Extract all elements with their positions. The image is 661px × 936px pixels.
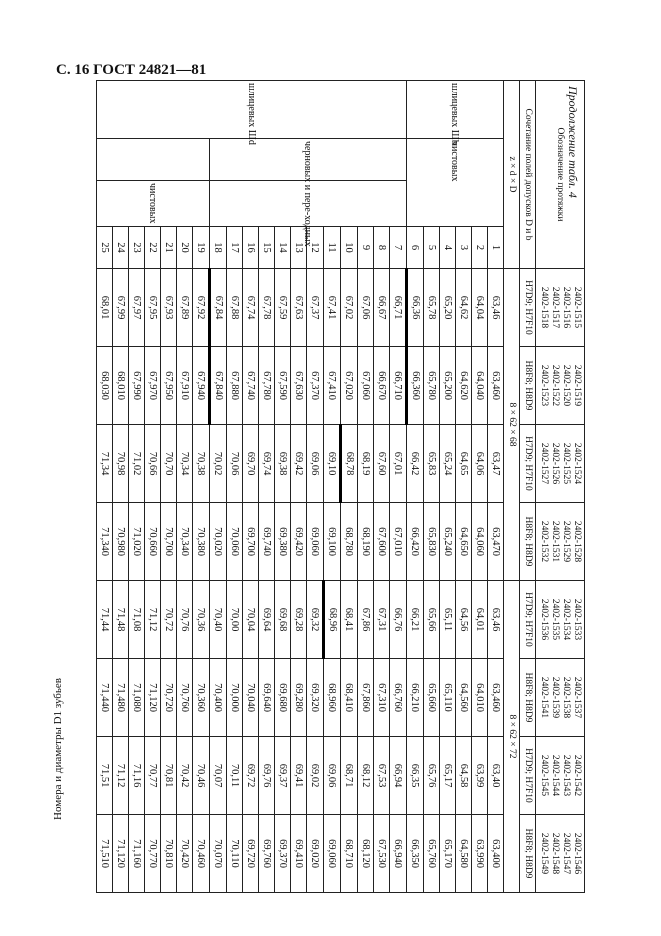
diameter-value: 69,020 xyxy=(307,815,324,893)
diameter-value: 67,97 xyxy=(129,269,145,347)
diameter-value: 67,310 xyxy=(374,659,390,737)
diameter-value: 71,020 xyxy=(129,503,145,581)
diameter-value: 64,060 xyxy=(472,503,488,581)
code-header xyxy=(536,737,585,815)
size-header: z × d × D xyxy=(504,81,520,269)
tooth-number: 22 xyxy=(145,227,161,269)
diameter-value: 69,370 xyxy=(275,815,291,893)
diameter-value: 67,02 xyxy=(341,269,358,347)
diameter-value: 66,36 xyxy=(407,269,424,347)
tooth-number: 8 xyxy=(374,227,390,269)
diameter-value: 71,51 xyxy=(97,737,113,815)
diameter-value: 69,060 xyxy=(324,815,341,893)
tooth-number: 14 xyxy=(275,227,291,269)
diameter-value: 67,84 xyxy=(210,269,227,347)
diameter-value: 67,60 xyxy=(374,425,390,503)
diameter-value: 70,38 xyxy=(193,425,210,503)
diameter-value: 71,16 xyxy=(129,737,145,815)
diameter-value: 70,020 xyxy=(210,503,227,581)
diameter-value: 69,380 xyxy=(275,503,291,581)
diameter-value: 67,740 xyxy=(243,347,259,425)
finishing-spacer xyxy=(97,139,210,181)
diameter-value: 67,860 xyxy=(358,659,374,737)
diameter-value: 70,460 xyxy=(193,815,210,893)
diameter-value: 70,07 xyxy=(210,737,227,815)
tooth-number: 21 xyxy=(161,227,177,269)
diameter-value: 67,92 xyxy=(193,269,210,347)
diameter-value: 70,340 xyxy=(177,503,193,581)
diameter-value: 70,400 xyxy=(210,659,227,737)
diameter-value: 68,030 xyxy=(97,347,113,425)
diameter-value: 67,060 xyxy=(358,347,374,425)
tool-code: 2402-1533 xyxy=(572,598,582,641)
diameter-value: 71,080 xyxy=(129,659,145,737)
diameter-value: 68,780 xyxy=(341,503,358,581)
code-header xyxy=(536,659,585,737)
tool-code: 2402-1529 xyxy=(561,520,571,563)
code-header xyxy=(536,503,585,581)
diameter-value: 67,990 xyxy=(129,347,145,425)
diameter-value: 68,71 xyxy=(341,737,358,815)
diameter-value: 65,660 xyxy=(424,659,440,737)
diameter-value: 68,410 xyxy=(341,659,358,737)
group-spline-b: шлицевых Шb xyxy=(407,81,504,139)
diameter-value: 69,720 xyxy=(243,815,259,893)
tooth-number: 4 xyxy=(440,227,456,269)
diameter-value: 65,83 xyxy=(424,425,440,503)
diameter-value: 65,24 xyxy=(440,425,456,503)
diameter-value: 66,710 xyxy=(390,347,407,425)
tolerance-header: H7D9; H7F10 xyxy=(520,581,536,659)
diameter-value: 66,350 xyxy=(407,815,424,893)
diameter-value: 69,100 xyxy=(324,503,341,581)
group-spline-d: шлицевых Шd xyxy=(97,81,407,139)
code-header xyxy=(536,269,585,347)
diameter-value: 69,700 xyxy=(243,503,259,581)
diameter-value: 67,53 xyxy=(374,737,390,815)
diameter-value: 71,34 xyxy=(97,425,113,503)
diameter-value: 68,12 xyxy=(358,737,374,815)
diameter-value: 65,76 xyxy=(424,737,440,815)
diameter-value: 70,46 xyxy=(193,737,210,815)
diameter-value: 63,99 xyxy=(472,737,488,815)
diameter-value: 67,780 xyxy=(259,347,275,425)
diameter-value: 70,42 xyxy=(177,737,193,815)
diameter-value: 71,12 xyxy=(113,737,129,815)
tool-code: 2402-1535 xyxy=(550,598,560,641)
diameter-value: 70,040 xyxy=(243,659,259,737)
diameter-value: 67,63 xyxy=(291,269,307,347)
tooth-number: 18 xyxy=(210,227,227,269)
tool-code: 2402-1546 xyxy=(572,832,582,875)
diameter-value: 70,77 xyxy=(145,737,161,815)
page-title: С. 16 ГОСТ 24821—81 xyxy=(56,62,207,78)
tolerance-header: H8F8; H8D9 xyxy=(520,347,536,425)
tool-code: 2402-1532 xyxy=(539,520,549,563)
diameter-value: 71,120 xyxy=(113,815,129,893)
diameter-value: 71,02 xyxy=(129,425,145,503)
diameter-value: 67,950 xyxy=(161,347,177,425)
diameter-value: 70,04 xyxy=(243,581,259,659)
diameter-value: 69,72 xyxy=(243,737,259,815)
finishing-label-b: чистовых xyxy=(407,139,504,227)
diameter-value: 64,04 xyxy=(472,269,488,347)
diameter-value: 68,190 xyxy=(358,503,374,581)
diameter-value: 71,08 xyxy=(129,581,145,659)
diameter-value: 65,200 xyxy=(440,347,456,425)
diameter-value: 68,710 xyxy=(341,815,358,893)
diameter-value: 66,670 xyxy=(374,347,390,425)
diameter-value: 70,720 xyxy=(161,659,177,737)
diameter-value: 63,46 xyxy=(488,581,504,659)
tool-code: 2402-1538 xyxy=(561,676,571,719)
diameter-value: 70,980 xyxy=(113,503,129,581)
diameter-value: 64,62 xyxy=(456,269,472,347)
diameter-value: 63,40 xyxy=(488,737,504,815)
diameter-value: 70,700 xyxy=(161,503,177,581)
diameter-value: 68,960 xyxy=(324,659,341,737)
diameter-value: 70,770 xyxy=(145,815,161,893)
diameter-value: 69,37 xyxy=(275,737,291,815)
table-row xyxy=(390,81,407,893)
diameter-value: 67,970 xyxy=(145,347,161,425)
diameter-value: 64,040 xyxy=(472,347,488,425)
diameter-value: 69,06 xyxy=(324,737,341,815)
tool-code: 2402-1528 xyxy=(572,520,582,563)
side-caption xyxy=(52,560,72,820)
code-header xyxy=(536,347,585,425)
diameter-value: 67,59 xyxy=(275,269,291,347)
tolerance-header: H7D9; H7F10 xyxy=(520,737,536,815)
tooth-number: 2 xyxy=(472,227,488,269)
diameter-value: 69,640 xyxy=(259,659,275,737)
designation-header: Обозначение протяжки xyxy=(536,81,585,269)
diameter-value: 64,620 xyxy=(456,347,472,425)
tolerance-header: H7D9; H7F10 xyxy=(520,269,536,347)
table-row xyxy=(193,81,210,893)
diameter-value: 67,93 xyxy=(161,269,177,347)
diameter-value: 69,38 xyxy=(275,425,291,503)
tooth-number: 17 xyxy=(227,227,243,269)
diameter-value: 67,020 xyxy=(341,347,358,425)
tooth-number: 10 xyxy=(341,227,358,269)
tooth-number: 20 xyxy=(177,227,193,269)
diameter-value: 65,780 xyxy=(424,347,440,425)
diameter-value: 70,98 xyxy=(113,425,129,503)
diameter-value: 67,78 xyxy=(259,269,275,347)
diameter-value: 69,68 xyxy=(275,581,291,659)
diameter-value: 65,11 xyxy=(440,581,456,659)
diameter-value: 65,17 xyxy=(440,737,456,815)
tool-code: 2402-1548 xyxy=(550,832,560,875)
diameter-value: 67,840 xyxy=(210,347,227,425)
diameter-value: 69,280 xyxy=(291,659,307,737)
diameter-value: 70,420 xyxy=(177,815,193,893)
diameter-value: 65,20 xyxy=(440,269,456,347)
diameter-value: 69,64 xyxy=(259,581,275,659)
diameter-value: 71,120 xyxy=(145,659,161,737)
diameter-value: 64,01 xyxy=(472,581,488,659)
diameter-value: 65,78 xyxy=(424,269,440,347)
diameter-value: 66,210 xyxy=(407,659,424,737)
diameter-value: 69,320 xyxy=(307,659,324,737)
diameter-value: 70,02 xyxy=(210,425,227,503)
tooth-number: 13 xyxy=(291,227,307,269)
tooth-number: 25 xyxy=(97,227,113,269)
diameter-value: 70,070 xyxy=(210,815,227,893)
diameter-value: 68,41 xyxy=(341,581,358,659)
tool-code: 2402-1534 xyxy=(561,598,571,641)
tool-code: 2402-1520 xyxy=(561,364,571,407)
tolerance-header: H8F8; H8D9 xyxy=(520,659,536,737)
size-b: 8 × 62 × 72 xyxy=(504,581,520,893)
diameter-value: 69,420 xyxy=(291,503,307,581)
diameter-value: 66,760 xyxy=(390,659,407,737)
diameter-value: 71,44 xyxy=(97,581,113,659)
diameter-value: 71,48 xyxy=(113,581,129,659)
diameter-value: 70,66 xyxy=(145,425,161,503)
tooth-number: 16 xyxy=(243,227,259,269)
tool-code: 2402-1547 xyxy=(561,832,571,875)
tool-code: 2402-1544 xyxy=(550,754,560,797)
diameter-value: 69,06 xyxy=(307,425,324,503)
diameter-value: 66,35 xyxy=(407,737,424,815)
code-header xyxy=(536,425,585,503)
tool-code: 2402-1516 xyxy=(561,286,571,329)
diameter-value: 69,41 xyxy=(291,737,307,815)
diameter-value: 63,990 xyxy=(472,815,488,893)
diameter-value: 66,76 xyxy=(390,581,407,659)
diameter-value: 63,400 xyxy=(488,815,504,893)
diameter-value: 69,740 xyxy=(259,503,275,581)
tool-code: 2402-1527 xyxy=(539,442,549,485)
diameter-value: 65,830 xyxy=(424,503,440,581)
diameter-value: 68,010 xyxy=(113,347,129,425)
diameter-value: 70,760 xyxy=(177,659,193,737)
tool-code: 2402-1531 xyxy=(550,520,560,563)
diameter-value: 71,510 xyxy=(97,815,113,893)
tooth-number: 23 xyxy=(129,227,145,269)
tolerance-header: H7D9; H7F10 xyxy=(520,425,536,503)
tool-code: 2402-1543 xyxy=(561,754,571,797)
diameter-value: 66,42 xyxy=(407,425,424,503)
diameter-value: 71,480 xyxy=(113,659,129,737)
diameter-value: 67,530 xyxy=(374,815,390,893)
diameter-value: 65,66 xyxy=(424,581,440,659)
tool-code: 2402-1545 xyxy=(539,754,549,797)
diameter-value: 64,65 xyxy=(456,425,472,503)
diameter-value: 70,660 xyxy=(145,503,161,581)
diameter-value: 68,19 xyxy=(358,425,374,503)
diameter-value: 70,06 xyxy=(227,425,243,503)
diameter-value: 70,060 xyxy=(227,503,243,581)
diameter-value: 67,880 xyxy=(227,347,243,425)
tool-code: 2402-1515 xyxy=(572,286,582,329)
diameter-value: 69,76 xyxy=(259,737,275,815)
diameter-value: 69,32 xyxy=(307,581,324,659)
diameter-value: 66,420 xyxy=(407,503,424,581)
diameter-value: 64,580 xyxy=(456,815,472,893)
tooth-number: 15 xyxy=(259,227,275,269)
diameter-value: 67,06 xyxy=(358,269,374,347)
diameter-value: 69,74 xyxy=(259,425,275,503)
diameter-value: 70,40 xyxy=(210,581,227,659)
code-header xyxy=(536,581,585,659)
diameter-value: 68,01 xyxy=(97,269,113,347)
finishing-label-d: чистовых xyxy=(97,181,210,227)
diameter-value: 66,94 xyxy=(390,737,407,815)
diameter-value: 64,06 xyxy=(472,425,488,503)
tool-code: 2402-1518 xyxy=(539,286,549,329)
diameter-value: 69,28 xyxy=(291,581,307,659)
tooth-number: 1 xyxy=(488,227,504,269)
diameter-value: 69,680 xyxy=(275,659,291,737)
tooth-number: 5 xyxy=(424,227,440,269)
diameter-value: 71,12 xyxy=(145,581,161,659)
diameter-value: 69,060 xyxy=(307,503,324,581)
diameter-value: 67,010 xyxy=(390,503,407,581)
diameter-value: 67,99 xyxy=(113,269,129,347)
size-a: 8 × 62 × 68 xyxy=(504,269,520,581)
tool-code: 2402-1525 xyxy=(561,442,571,485)
tooth-number: 24 xyxy=(113,227,129,269)
tooth-number: 7 xyxy=(390,227,407,269)
tooth-number: 3 xyxy=(456,227,472,269)
tooth-number: 19 xyxy=(193,227,210,269)
combination-header: Сочетание полей допусков D и b xyxy=(520,81,536,269)
diameter-value: 67,630 xyxy=(291,347,307,425)
diameter-value: 70,00 xyxy=(227,581,243,659)
diameter-value: 66,360 xyxy=(407,347,424,425)
tool-code: 2402-1549 xyxy=(539,832,549,875)
diameter-value: 69,760 xyxy=(259,815,275,893)
tool-code: 2402-1523 xyxy=(539,364,549,407)
diameter-value: 70,380 xyxy=(193,503,210,581)
dimensions-table xyxy=(96,80,585,893)
diameter-value: 70,360 xyxy=(193,659,210,737)
diameter-value: 69,410 xyxy=(291,815,307,893)
diameter-value: 67,940 xyxy=(193,347,210,425)
rotated-table xyxy=(99,80,585,892)
diameter-value: 69,10 xyxy=(324,425,341,503)
diameter-value: 70,72 xyxy=(161,581,177,659)
diameter-value: 70,76 xyxy=(177,581,193,659)
tool-code: 2402-1536 xyxy=(539,598,549,641)
diameter-value: 66,67 xyxy=(374,269,390,347)
diameter-value: 65,170 xyxy=(440,815,456,893)
tool-code: 2402-1519 xyxy=(572,364,582,407)
diameter-value: 67,410 xyxy=(324,347,341,425)
tooth-number: 12 xyxy=(307,227,324,269)
tooth-number: 11 xyxy=(324,227,341,269)
diameter-value: 63,460 xyxy=(488,347,504,425)
tooth-number: 9 xyxy=(358,227,374,269)
tolerance-header: H8F8; H8D9 xyxy=(520,815,536,893)
tool-code: 2402-1526 xyxy=(550,442,560,485)
tolerance-header: H8F8; H8D9 xyxy=(520,503,536,581)
table-frame xyxy=(99,80,585,892)
diameter-value: 67,95 xyxy=(145,269,161,347)
diameter-value: 65,760 xyxy=(424,815,440,893)
tool-code: 2402-1517 xyxy=(550,286,560,329)
diameter-value: 67,590 xyxy=(275,347,291,425)
diameter-value: 70,11 xyxy=(227,737,243,815)
diameter-value: 71,340 xyxy=(97,503,113,581)
tool-code: 2402-1537 xyxy=(572,676,582,719)
tool-code: 2402-1541 xyxy=(539,676,549,719)
diameter-value: 69,02 xyxy=(307,737,324,815)
diameter-value: 69,42 xyxy=(291,425,307,503)
diameter-value: 67,910 xyxy=(177,347,193,425)
diameter-value: 64,650 xyxy=(456,503,472,581)
roughing-label: черновых и пере-ходных xyxy=(210,139,407,181)
diameter-value: 67,88 xyxy=(227,269,243,347)
header-row-sizes xyxy=(504,81,520,893)
code-header xyxy=(536,815,585,893)
diameter-value: 67,01 xyxy=(390,425,407,503)
diameter-value: 68,120 xyxy=(358,815,374,893)
diameter-value: 71,160 xyxy=(129,815,145,893)
header-row-tolerances xyxy=(520,81,536,893)
diameter-value: 71,440 xyxy=(97,659,113,737)
tool-code: 2402-1539 xyxy=(550,676,560,719)
diameter-value: 64,010 xyxy=(472,659,488,737)
diameter-value: 67,600 xyxy=(374,503,390,581)
diameter-value: 63,460 xyxy=(488,659,504,737)
diameter-value: 63,470 xyxy=(488,503,504,581)
diameter-value: 64,560 xyxy=(456,659,472,737)
diameter-value: 67,41 xyxy=(324,269,341,347)
diameter-value: 70,81 xyxy=(161,737,177,815)
diameter-value: 70,000 xyxy=(227,659,243,737)
tooth-number: 6 xyxy=(407,227,424,269)
diameter-value: 70,34 xyxy=(177,425,193,503)
table-row xyxy=(488,81,504,893)
header-row-codes xyxy=(536,81,585,893)
diameter-value: 65,110 xyxy=(440,659,456,737)
side-caption-text: Номера и диаметры D1 зубьев xyxy=(52,678,64,820)
diameter-value: 70,810 xyxy=(161,815,177,893)
diameter-value: 67,370 xyxy=(307,347,324,425)
diameter-value: 64,58 xyxy=(456,737,472,815)
diameter-value: 65,240 xyxy=(440,503,456,581)
diameter-value: 63,46 xyxy=(488,269,504,347)
diameter-value: 70,110 xyxy=(227,815,243,893)
diameter-value: 70,36 xyxy=(193,581,210,659)
diameter-value: 64,56 xyxy=(456,581,472,659)
continuation-text: Продолжение табл. 4 xyxy=(566,86,580,198)
tool-code: 2402-1522 xyxy=(550,364,560,407)
diameter-value: 63,47 xyxy=(488,425,504,503)
diameter-value: 68,96 xyxy=(324,581,341,659)
diameter-value: 66,71 xyxy=(390,269,407,347)
diameter-value: 67,37 xyxy=(307,269,324,347)
diameter-value: 67,31 xyxy=(374,581,390,659)
diameter-value: 66,940 xyxy=(390,815,407,893)
diameter-value: 67,89 xyxy=(177,269,193,347)
diameter-value: 69,70 xyxy=(243,425,259,503)
tool-code: 2402-1542 xyxy=(572,754,582,797)
diameter-value: 70,70 xyxy=(161,425,177,503)
diameter-value: 67,86 xyxy=(358,581,374,659)
tool-code: 2402-1524 xyxy=(572,442,582,485)
diameter-value: 66,21 xyxy=(407,581,424,659)
diameter-value: 67,74 xyxy=(243,269,259,347)
diameter-value: 68,78 xyxy=(341,425,358,503)
